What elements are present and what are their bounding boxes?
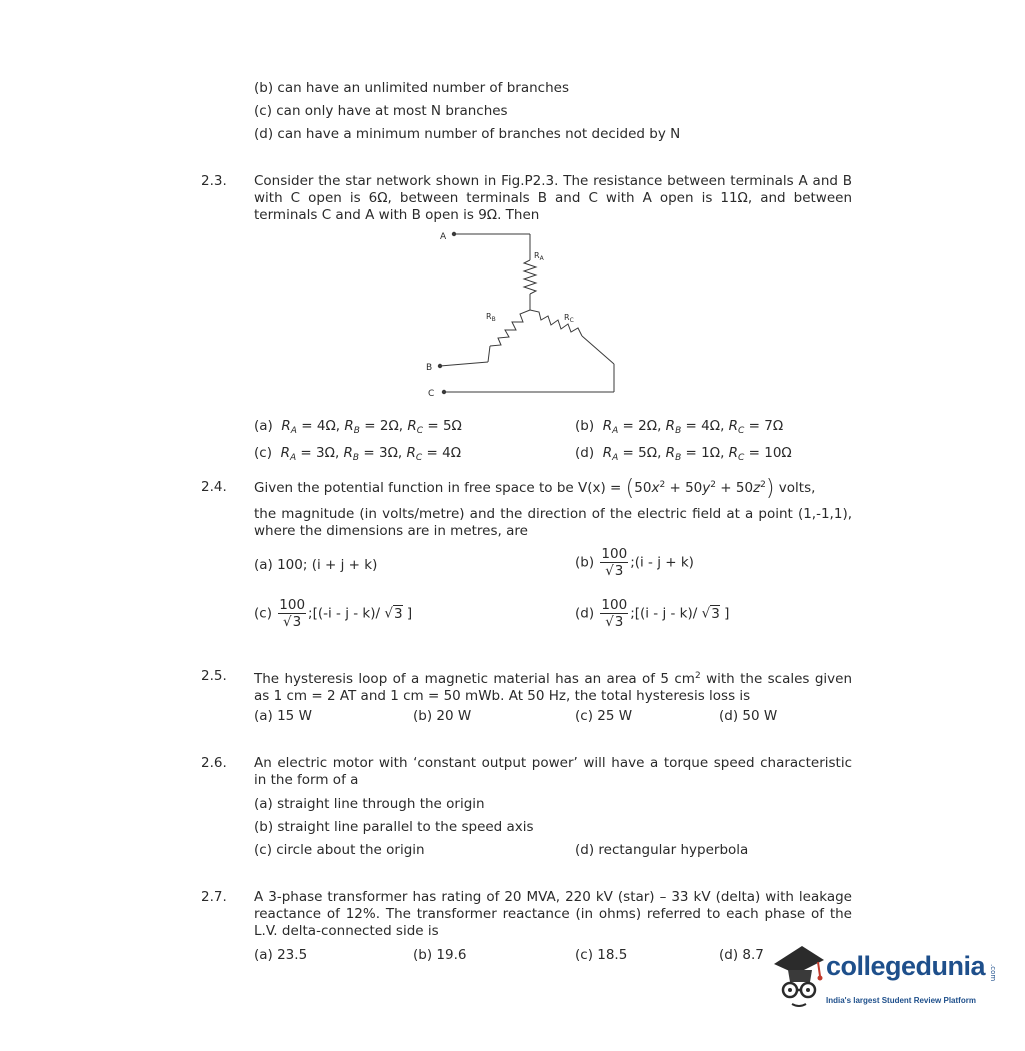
resistor-rc-label: $R_C$ (564, 313, 574, 324)
terminal-b-label: B (426, 363, 433, 373)
fraction: $\frac{100}{√3}$ (279, 597, 306, 630)
resistor-rb-label: $R_B$ (486, 312, 496, 323)
q23-text: Consider the star network shown in Fig.P2.3. The resistance between terminals A and B with C open is 6Ω, between terminals B and C with A open is 11Ω, and between terminals C and A with B open is 9Ω. Then (254, 173, 852, 223)
q24-text: the magnitude (in volts/metre) and the direction of the electric field at a point (1,-1,1), where the dimensions are in metres, are (254, 506, 852, 539)
q24-option-a: (a) 100; (i + j + k) (254, 557, 378, 573)
brand-tagline: India's largest Student Review Platform (826, 996, 976, 1005)
q26-option-d: (d) rectangular hyperbola (575, 842, 749, 858)
fraction: $\frac{100}{√3}$ (601, 597, 628, 630)
q27-option-d: (d) 8.7 (719, 947, 764, 963)
terminal-b-node (438, 364, 442, 368)
q22-option-d: (d) can have a minimum number of branches not decided by N (254, 126, 681, 142)
terminal-a-node (452, 232, 456, 236)
brand-dotcom: .com (989, 964, 997, 982)
q22-option-b: (b) can have an unlimited number of branches (254, 80, 569, 96)
brand-name: collegedunia (826, 951, 986, 981)
terminal-c-label: C (428, 389, 435, 398)
q27-option-a: (a) 23.5 (254, 947, 308, 963)
q25-option-a: (a) 15 W (254, 708, 312, 724)
q25-text: The hysteresis loop of a magnetic material has an area of 5 $cm^2$ with the scales given as 1 cm = 2 AT and 1 cm = 50 mWb. At 50 Hz, the total hysteresis loss is (254, 671, 853, 704)
q26-text: An electric motor with ‘constant output power’ will have a torque speed characteristic in the form of a (254, 755, 852, 788)
q24-number: 2.4. (201, 479, 227, 495)
q26-number: 2.6. (201, 755, 227, 771)
resistor-ra-label: $R_A$ (534, 251, 544, 262)
q27-option-b: (b) 19.6 (413, 947, 467, 963)
q23-option-d: (d) $R_A = 5\Omega$, $R_B = 1\Omega$, $R_C = 10\Omega$ (575, 445, 792, 463)
q26-option-c: (c) circle about the origin (254, 842, 425, 858)
q24-option-c: (c) $\frac{100}{√3}$ ;[(-i - j - k)/ √3 ] (254, 597, 413, 630)
q23-option-b: (b) $R_A = 2\Omega$, $R_B = 4\Omega$, $R_C = 7\Omega$ (575, 418, 784, 436)
q27-text: A 3-phase transformer has rating of 20 MVA, 220 kV (star) – 33 kV (delta) with leakage reactance of 12%. The transformer reactance (in ohms) referred to each phase of the L.V. delta-connected side is (254, 889, 852, 939)
q23-number: 2.3. (201, 173, 227, 189)
q24-line1: Given the potential function in free space to be $V(x) = (50x^2 + 50y^2 + 50z^2)$ volts, (254, 476, 816, 501)
q24-option-b: (b) $\frac{100}{√3}$ ;(i - j + k) (575, 546, 694, 579)
q24-option-d: (d) $\frac{100}{√3}$ ;[(i - j - k)/ √3 ] (575, 597, 730, 630)
q27-option-c: (c) 18.5 (575, 947, 628, 963)
star-network-figure (420, 226, 630, 398)
q22-option-c: (c) can only have at most N branches (254, 103, 508, 119)
q25-option-c: (c) 25 W (575, 708, 633, 724)
fraction: $\frac{100}{√3}$ (601, 546, 628, 579)
q25-option-b: (b) 20 W (413, 708, 472, 724)
q25-number: 2.5. (201, 668, 227, 684)
q26-option-a: (a) straight line through the origin (254, 796, 485, 812)
mascot-icon (768, 942, 826, 1014)
q23-option-c: (c) $R_A = 3\Omega$, $R_B = 3\Omega$, $R_C = 4\Omega$ (254, 445, 462, 463)
terminal-a-label: A (440, 232, 447, 242)
collegedunia-watermark (768, 942, 997, 1014)
q23-option-a: (a) $R_A = 4\Omega$, $R_B = 2\Omega$, $R_C = 5\Omega$ (254, 418, 462, 436)
q26-option-b: (b) straight line parallel to the speed axis (254, 819, 534, 835)
terminal-c-node (442, 390, 446, 394)
q27-number: 2.7. (201, 889, 227, 905)
q25-option-d: (d) 50 W (719, 708, 778, 724)
